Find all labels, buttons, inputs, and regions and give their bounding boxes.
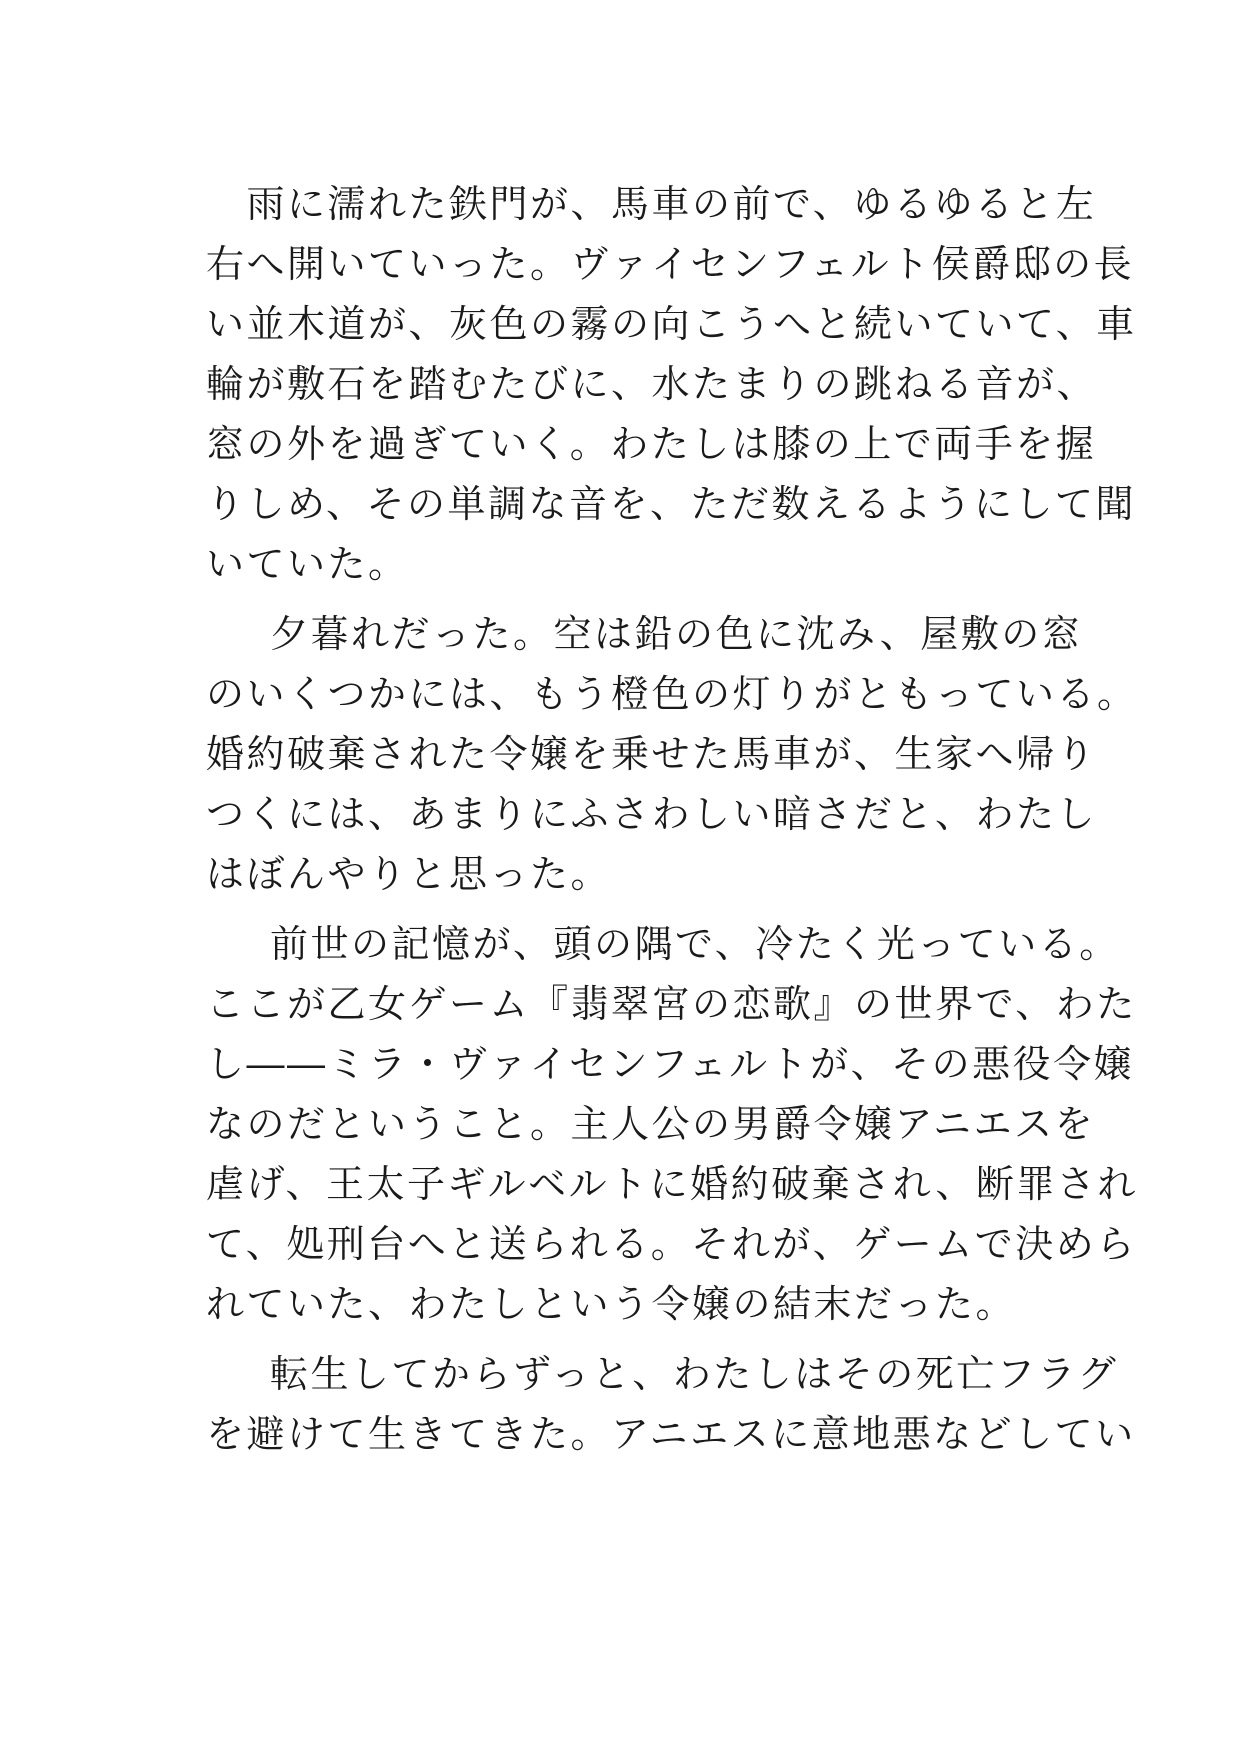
- paragraph: [206, 174, 1137, 594]
- text-line: 夕暮れだった。空は鉛の色に沈み、屋敷の窓: [270, 612, 1083, 656]
- text-line: 輪が敷石を踏むたびに、水たまりの跳ねる音が、: [206, 362, 1098, 406]
- text-line: 窓の外を過ぎていく。わたしは膝の上で両手を握: [206, 422, 1097, 466]
- text-line: はぼんやりと思った。: [206, 852, 612, 896]
- paragraph: [206, 1344, 1136, 1464]
- text-line: 雨に濡れた鉄門が、馬車の前で、ゆるゆると左: [206, 182, 1097, 226]
- text-line: 前世の記憶が、頭の隅で、冷たく光っている。: [270, 922, 1120, 966]
- text-line: なのだということ。主人公の男爵令嬢アニエスを: [206, 1102, 1096, 1146]
- document-body: [206, 174, 1138, 1464]
- text-line: いていた。: [206, 542, 409, 586]
- text-line: を避けて生きてきた。アニエスに意地悪などしてい: [206, 1412, 1136, 1456]
- paragraph: [206, 914, 1138, 1334]
- text-line: ここが乙女ゲーム『翡翠宮の恋歌』の世界で、わた: [206, 982, 1137, 1026]
- text-line: 転生してからずっと、わたしはその死亡フラグ: [270, 1352, 1119, 1396]
- text-line: 右へ開いていった。ヴァイセンフェルト侯爵邸の長: [206, 242, 1135, 286]
- text-line: て、処刑台へと送られる。それが、ゲームで決めら: [206, 1222, 1137, 1266]
- text-line: 婚約破棄された令嬢を乗せた馬車が、生家へ帰り: [206, 732, 1098, 776]
- text-line: 虐げ、王太子ギルベルトに婚約破棄され、断罪され: [206, 1162, 1138, 1206]
- text-line: し――ミラ・ヴァイセンフェルトが、その悪役令嬢: [206, 1042, 1135, 1086]
- text-line: れていた、わたしという令嬢の結末だった。: [206, 1282, 1017, 1326]
- text-line: い並木道が、灰色の霧の向こうへと続いていて、車: [206, 302, 1137, 346]
- text-line: のいくつかには、もう橙色の灯りがともっている。: [206, 672, 1138, 716]
- text-line: つくには、あまりにふさわしい暗さだと、わたし: [206, 792, 1098, 836]
- paragraph: [206, 604, 1138, 904]
- text-line: りしめ、その単調な音を、ただ数えるようにして聞: [206, 482, 1136, 526]
